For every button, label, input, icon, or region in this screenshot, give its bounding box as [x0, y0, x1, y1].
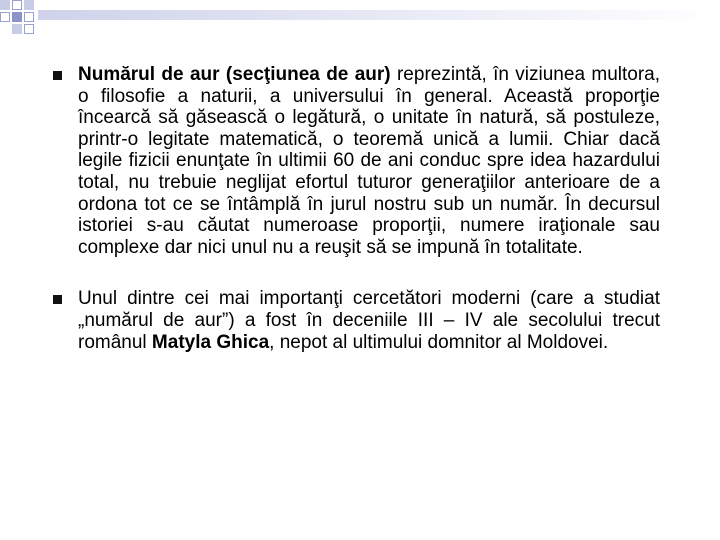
bullet-item-matyla-ghica	[50, 288, 660, 353]
paragraph-body: , nepot al ultimului domnitor al Moldovei.	[269, 331, 609, 353]
paragraph-body: Unul dintre cei mai importanţi cercetători moderni (care a studiat „numărul de aur”) a fost în deceniile III – IV ale secolului trecut românul	[78, 288, 660, 353]
square-bullet-icon	[53, 295, 62, 304]
decor-square	[0, 0, 10, 10]
square-bullet-icon	[53, 71, 62, 80]
decor-square	[0, 12, 10, 22]
decor-square	[24, 24, 34, 34]
slide-content	[50, 64, 660, 353]
decor-square	[12, 24, 22, 34]
paragraph-text	[78, 64, 660, 258]
decorative-squares	[0, 0, 60, 50]
bullet-item-golden-ratio	[50, 64, 660, 258]
bold-name: Matyla Ghica	[151, 331, 270, 353]
paragraph-body: reprezintă, în viziunea multora, o filosofie a naturii, a universului în general. Această proporţie încearcă să găsească o legătură, o unitate în natură, să postuleze, printr-o legitate matematică, o teoremă unică a lumii. Chiar dacă legile fizicii enunţate în ultimii 60 de ani conduc spre idea hazardului total, nu trebuie neglijat efortul tuturor generaţiilor anterioare de a ordona tot ce se întâmplă în jurul nostru sub un număr. În decursul istoriei s-au căutat numeroase proporţii, numere iraţionale sau complexe dar nici unul nu a reuşit să se impună în totalitate.	[78, 64, 660, 258]
paragraph-text	[78, 288, 660, 352]
decor-square	[12, 12, 22, 22]
decor-square	[24, 0, 34, 10]
decor-square	[24, 12, 34, 22]
bold-term: Numărul de aur (secţiunea de aur)	[78, 64, 391, 85]
decor-square	[12, 0, 22, 10]
header-stripe	[38, 10, 720, 20]
